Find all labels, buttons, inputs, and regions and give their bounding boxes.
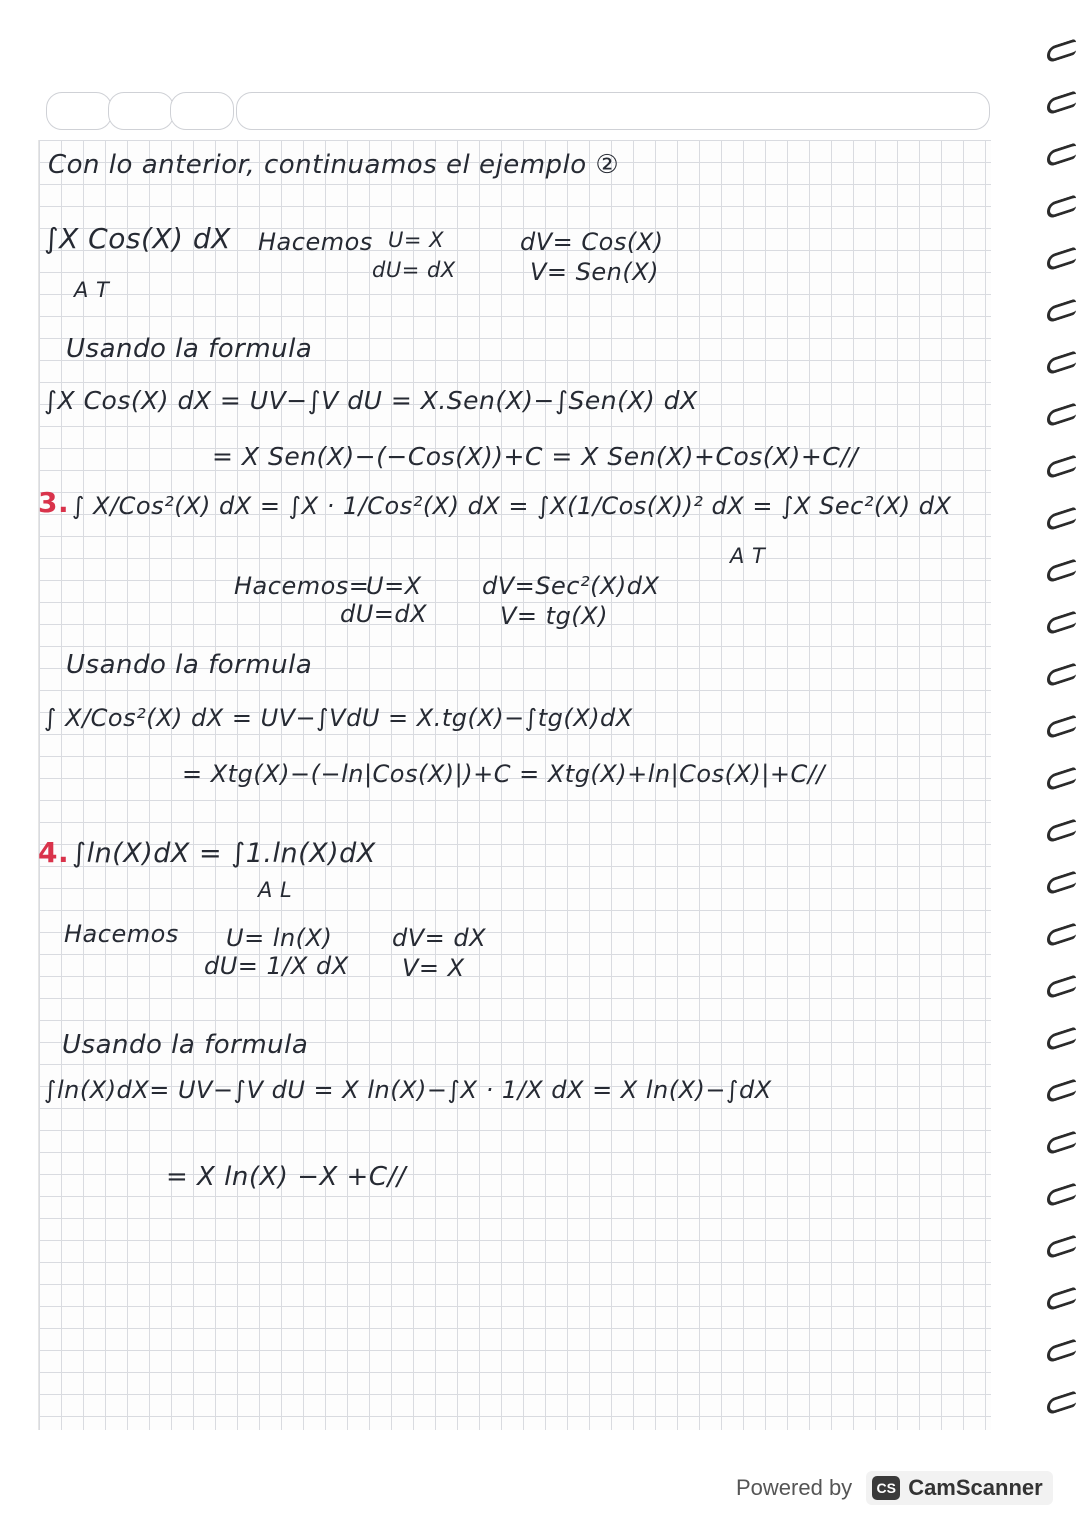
spiral-ring [1045,404,1075,422]
spiral-ring [1045,820,1075,838]
ex4-u: U= ln(X) [226,924,333,952]
ex2-step2: = X Sen(X)−(−Cos(X))+C = X Sen(X)+Cos(X)+C// [212,442,859,471]
ex3-u: U=X [366,572,422,600]
ex4-v: V= X [402,954,465,982]
ex2-labels: A T [74,278,110,302]
ex3-step1: ∫ X/Cos²(X) dX = UV−∫VdU = X.tg(X)−∫tg(X)dX [44,704,633,732]
spiral-ring [1045,1028,1075,1046]
camscanner-logo-icon: CS [872,1476,900,1500]
ex3-step2: = Xtg(X)−(−ln|Cos(X)|)+C = Xtg(X)+ln|Cos(X)|+C// [182,760,825,788]
spiral-ring [1045,40,1075,58]
ex3-usando: Usando la formula [66,650,313,680]
ex4-integral: ∫ln(X)dX = ∫1.ln(X)dX [72,838,376,869]
spiral-ring [1045,248,1075,266]
spiral-ring [1045,664,1075,682]
spiral-ring [1045,1132,1075,1150]
spiral-ring [1045,768,1075,786]
spiral-ring [1045,1080,1075,1098]
ex2-v: V= Sen(X) [530,258,660,286]
powered-by-text: Powered by [736,1475,853,1500]
ex4-usando: Usando la formula [62,1030,309,1060]
ex4-hacemos: Hacemos [64,920,179,948]
ex2-integral: ∫X Cos(X) dX [44,222,231,255]
spiral-ring [1045,560,1075,578]
intro-line: Con lo anterior, continuamos el ejemplo ② [48,150,620,180]
ex2-step1: ∫X Cos(X) dX = UV−∫V dU = X.Sen(X)−∫Sen(X) dX [44,386,698,415]
spiral-ring [1045,1184,1075,1202]
header-box-2 [108,92,174,130]
spiral-ring [1045,300,1075,318]
spiral-ring [1045,924,1075,942]
camscanner-brand: CamScanner [908,1475,1043,1500]
spiral-ring [1045,872,1075,890]
ex4-du: dU= 1/X dX [204,952,349,980]
spiral-ring [1045,196,1075,214]
header-box-3 [170,92,234,130]
ex3-dv: dV=Sec²(X)dX [482,572,660,600]
ex4-step2: = X ln(X) −X +C// [166,1162,407,1192]
spiral-ring [1045,1288,1075,1306]
ex2-du: dU= dX [372,258,456,282]
ex2-u: U= X [388,228,445,252]
spiral-ring [1045,612,1075,630]
spiral-ring [1045,508,1075,526]
spiral-binding [1040,40,1080,1410]
ex3-hacemos: Hacemos= [234,572,370,600]
ex2-usando: Usando la formula [66,334,313,364]
spiral-ring [1045,456,1075,474]
ex4-labels: A L [258,878,293,902]
ex2-hacemos: Hacemos [258,228,373,256]
ex4-step1: ∫ln(X)dX= UV−∫V dU = X ln(X)−∫X · 1/X dX = X ln(X)−∫dX [44,1076,772,1104]
ex3-v: V= tg(X) [500,602,608,630]
spiral-ring [1045,1236,1075,1254]
ex2-dv: dV= Cos(X) [520,228,664,256]
ex3-du: dU=dX [340,600,428,628]
spiral-ring [1045,1392,1075,1410]
spiral-ring [1045,976,1075,994]
ex4-number: 4. [38,836,70,869]
header-title-box [236,92,990,130]
spiral-ring [1045,352,1075,370]
ex3-integral: ∫ X/Cos²(X) dX = ∫X · 1/Cos²(X) dX = ∫X(1/Cos(X))² dX = ∫X Sec²(X) dX [72,492,952,520]
header-box-1 [46,92,112,130]
spiral-ring [1045,1340,1075,1358]
spiral-ring [1045,144,1075,162]
ex3-labels: A T [730,544,766,568]
spiral-ring [1045,92,1075,110]
ex4-dv: dV= dX [392,924,487,952]
camscanner-badge [866,1471,1053,1505]
spiral-ring [1045,716,1075,734]
camscanner-footer [736,1468,1053,1508]
ex3-number: 3. [38,486,70,519]
